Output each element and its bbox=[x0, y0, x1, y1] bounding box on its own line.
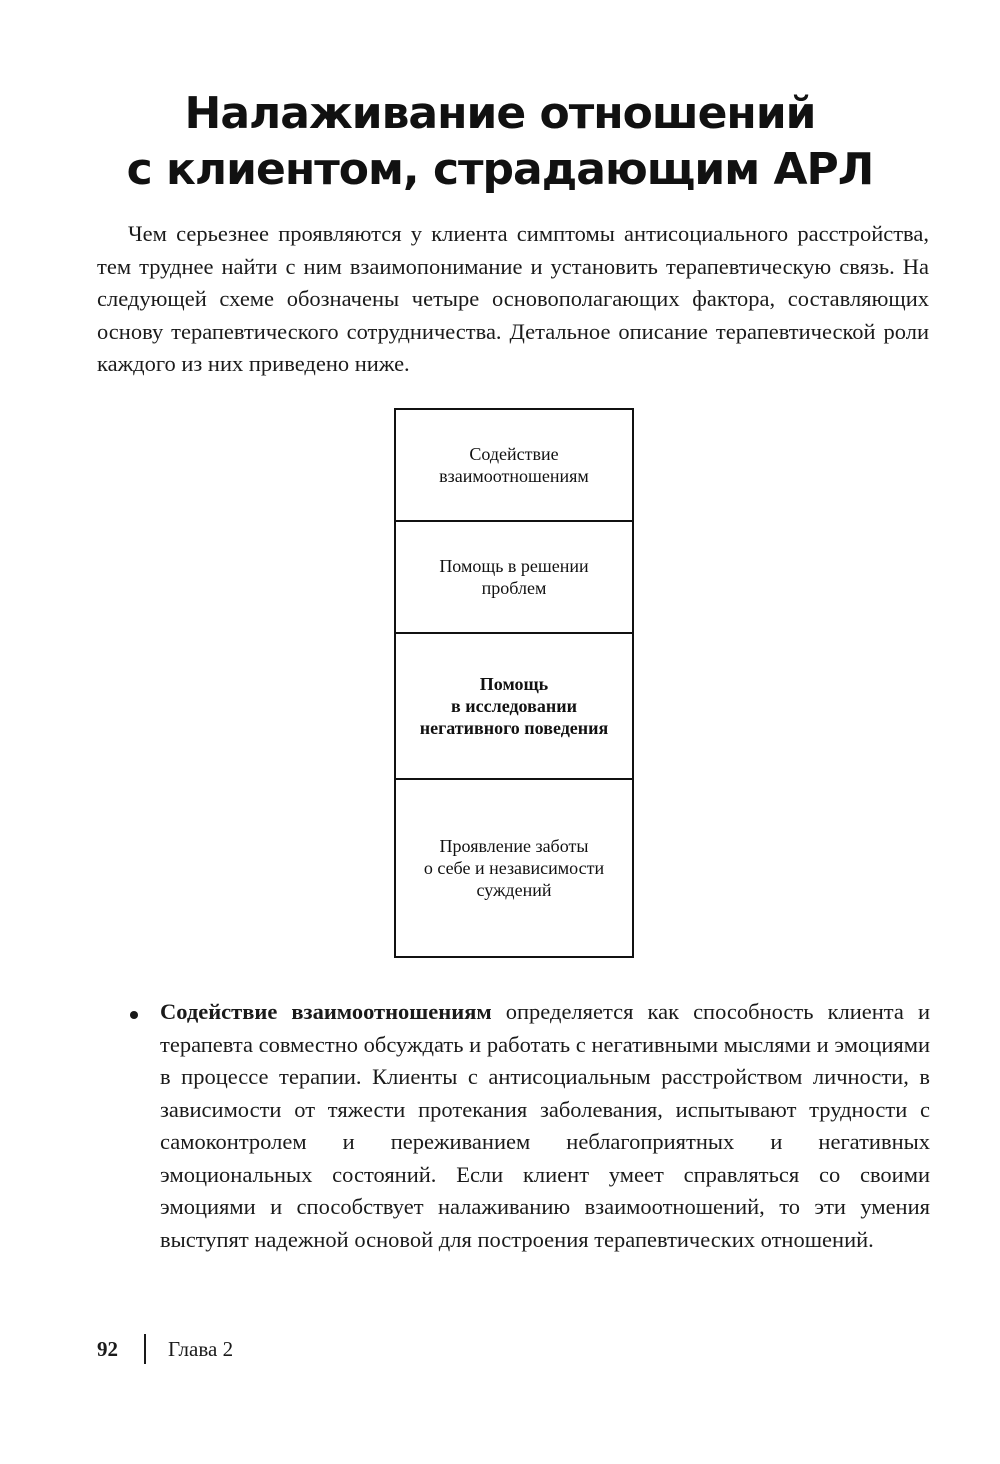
intro-paragraph: Чем серьезнее проявляются у клиента симптомы антисоциального расстройства, тем труднее найти с ним взаимопонимание и установить терапевтическую связь. На следующей схеме обозначены четыре основополагающих фактора, составляющих основу терапевтического сотрудничества. Детальное описание терапевтической роли каждого из них приведено ниже. bbox=[97, 221, 929, 376]
title-line-1: Налаживание отношений bbox=[184, 88, 816, 139]
page-title bbox=[60, 86, 940, 198]
diagram-box-line: проблем bbox=[481, 578, 547, 598]
diagram-box-line: взаимоотношениям bbox=[439, 466, 589, 486]
diagram-box-negative-behavior bbox=[396, 634, 632, 780]
bullet-description: определяется как способность клиента и терапевта совместно обсуждать и работать с негативными мыслями и эмоциями в процессе терапии. Клиенты с антисоциальным расстройством личности, в зависимости от тяжести протекания заболевания, испытывают трудности с самоконтролем и переживанием неблагоприятных и негативных эмоциональных состояний. Если клиент умеет справляться со своими эмоциями и способствует налаживанию взаимоотношений, то эти умения выступят надежной основой для построения терапевтических отношений. bbox=[160, 999, 931, 1252]
page-number: 92 bbox=[97, 1336, 118, 1361]
chapter-label: Глава 2 bbox=[168, 1336, 234, 1361]
bullet-icon bbox=[130, 1011, 138, 1019]
diagram-box-line: негативного поведения bbox=[419, 718, 609, 738]
diagram-box-line: суждений bbox=[476, 880, 552, 900]
diagram-box-relationship-support bbox=[396, 410, 632, 522]
diagram-box-problem-solving bbox=[396, 522, 632, 634]
bullet-paragraph bbox=[160, 996, 930, 1256]
footer-divider bbox=[144, 1334, 146, 1364]
bullet-list-item bbox=[130, 996, 930, 1256]
diagram-box-line: о себе и независимости bbox=[423, 858, 605, 878]
bullet-term: Содействие взаимоотношениям bbox=[160, 999, 492, 1024]
diagram-box-line: Помощь bbox=[479, 674, 549, 694]
diagram-box-line: Содействие bbox=[469, 444, 559, 464]
diagram-box-line: Помощь в решении bbox=[439, 556, 589, 576]
title-line-2: с клиентом, страдающим АРЛ bbox=[126, 144, 874, 195]
diagram-box-line: Проявление заботы bbox=[439, 836, 589, 856]
diagram-box-line: в исследовании bbox=[451, 696, 577, 716]
page-footer bbox=[97, 1333, 233, 1365]
diagram-box-self-care bbox=[396, 780, 632, 956]
factors-diagram bbox=[394, 408, 634, 958]
